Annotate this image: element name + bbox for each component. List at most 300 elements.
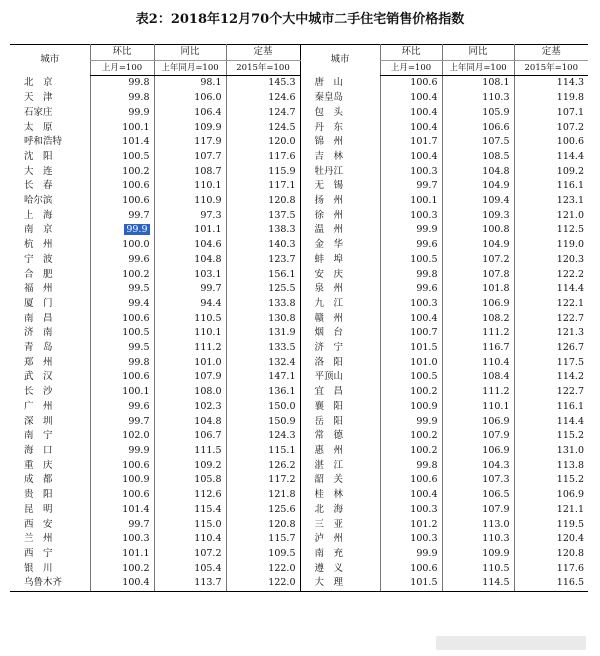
- value-cell: 100.2: [380, 444, 442, 459]
- value-cell: 105.8: [154, 473, 226, 488]
- header-hb-right: 环比: [380, 45, 442, 61]
- value-cell: 133.8: [226, 297, 300, 312]
- table-row: [10, 223, 588, 238]
- value-cell: 113.0: [442, 518, 514, 533]
- city-cell: 海 口: [24, 444, 53, 456]
- city-cell: 大 理: [300, 576, 380, 591]
- value-cell: 113.8: [514, 459, 588, 474]
- table-row: [10, 165, 588, 180]
- value-cell: 114.4: [514, 150, 588, 165]
- value-cell: 106.9: [442, 415, 514, 430]
- table-row: [10, 547, 588, 562]
- value-cell: 107.2: [154, 547, 226, 562]
- city-cell: 乌鲁木齐: [10, 576, 90, 591]
- value-cell: 116.1: [514, 179, 588, 194]
- value-cell: 121.3: [514, 326, 588, 341]
- value-cell: 121.1: [514, 503, 588, 518]
- city-cell: 上 海: [24, 209, 53, 221]
- value-cell: 117.2: [226, 473, 300, 488]
- city-cell: 烟 台: [314, 327, 344, 339]
- value-cell: 100.3: [380, 503, 442, 518]
- value-cell: 115.7: [226, 532, 300, 547]
- value-cell: 117.6: [514, 562, 588, 577]
- value-cell: 124.5: [226, 121, 300, 136]
- value-cell: 107.1: [514, 106, 588, 121]
- value-cell: 102.0: [90, 429, 154, 444]
- header-row-top: [10, 45, 588, 61]
- value-cell: 120.8: [226, 194, 300, 209]
- city-cell: 西 宁: [24, 547, 53, 559]
- value-cell: 147.1: [226, 370, 300, 385]
- city-cell: 福 州: [24, 283, 53, 295]
- value-cell: 116.1: [514, 400, 588, 415]
- value-cell: 100.3: [380, 165, 442, 180]
- city-cell: 包 头: [314, 106, 344, 118]
- value-cell: 100.9: [380, 400, 442, 415]
- table-row: [10, 444, 588, 459]
- value-cell: 138.3: [226, 223, 300, 238]
- value-cell: 117.5: [514, 356, 588, 371]
- value-cell: 103.1: [154, 268, 226, 283]
- value-cell: 106.5: [442, 488, 514, 503]
- table-row: [10, 76, 588, 91]
- table-row: [10, 91, 588, 106]
- value-cell: 117.9: [154, 135, 226, 150]
- value-cell: 100.2: [90, 165, 154, 180]
- city-cell: 宜 昌: [314, 386, 344, 398]
- header-city-right: 城市: [330, 54, 350, 66]
- value-cell: 104.8: [154, 415, 226, 430]
- city-cell: 杭 州: [24, 239, 53, 251]
- value-cell: 110.1: [154, 179, 226, 194]
- city-cell: 桂 林: [314, 489, 344, 501]
- value-cell: 106.4: [154, 106, 226, 121]
- header-tb-sub-left: 上年同月=100: [154, 60, 226, 76]
- city-cell: 合 肥: [24, 268, 53, 280]
- value-cell: 100.5: [90, 326, 154, 341]
- value-cell: 94.4: [154, 297, 226, 312]
- header-hb-sub-left: 上月=100: [90, 60, 154, 76]
- value-cell: 110.9: [154, 194, 226, 209]
- city-cell: 广 州: [24, 400, 53, 412]
- value-cell: 100.4: [380, 488, 442, 503]
- value-cell: 100.3: [90, 532, 154, 547]
- header-tb-left: 同比: [154, 45, 226, 61]
- value-cell: 99.9: [380, 223, 442, 238]
- value-cell: 106.6: [442, 121, 514, 136]
- page-title: 表2：2018年12月70个大中城市二手住宅销售价格指数: [135, 12, 465, 27]
- value-cell: 105.4: [154, 562, 226, 577]
- value-cell: 120.0: [226, 135, 300, 150]
- value-cell: 109.9: [442, 547, 514, 562]
- value-cell: 110.4: [154, 532, 226, 547]
- value-cell: 108.5: [442, 150, 514, 165]
- value-cell: 99.6: [90, 400, 154, 415]
- header-dj-sub-left: 2015年=100: [226, 60, 300, 76]
- value-cell: 156.1: [226, 268, 300, 283]
- value-cell: 119.8: [514, 91, 588, 106]
- value-cell: 100.4: [380, 106, 442, 121]
- city-cell: 惠 州: [314, 444, 344, 456]
- value-cell: 99.8: [90, 356, 154, 371]
- table-row: [10, 356, 588, 371]
- city-cell: 扬 州: [314, 195, 344, 207]
- value-cell: 107.9: [442, 429, 514, 444]
- city-cell: 深 圳: [24, 415, 53, 427]
- value-cell: 104.8: [442, 165, 514, 180]
- city-cell: 银 川: [24, 562, 53, 574]
- value-cell: 109.9: [154, 121, 226, 136]
- city-cell: 遵 义: [314, 562, 344, 574]
- city-cell: 岳 阳: [314, 415, 344, 427]
- value-cell: 130.8: [226, 312, 300, 327]
- value-cell: 108.7: [154, 165, 226, 180]
- city-cell: 赣 州: [314, 312, 344, 324]
- city-cell: 秦皇岛: [314, 92, 344, 104]
- header-tb-sub-right: 上年同月=100: [442, 60, 514, 76]
- value-cell: 99.7: [154, 282, 226, 297]
- value-cell: 117.1: [226, 179, 300, 194]
- value-cell: 121.0: [514, 209, 588, 224]
- value-cell: 110.4: [442, 356, 514, 371]
- city-cell: 昆 明: [24, 503, 53, 515]
- table-row: [10, 282, 588, 297]
- value-cell: 131.9: [226, 326, 300, 341]
- value-cell: 116.7: [442, 341, 514, 356]
- header-hb-sub-right: 上月=100: [380, 60, 442, 76]
- table-row: [10, 253, 588, 268]
- city-cell: 锦 州: [314, 136, 344, 148]
- value-cell: 104.6: [154, 238, 226, 253]
- table-row: [10, 488, 588, 503]
- value-cell: 99.5: [90, 282, 154, 297]
- value-cell: 136.1: [226, 385, 300, 400]
- value-cell: 114.4: [514, 282, 588, 297]
- value-cell: 100.2: [380, 385, 442, 400]
- city-cell: 泸 州: [314, 533, 344, 545]
- value-cell: 100.4: [380, 150, 442, 165]
- value-cell: 124.7: [226, 106, 300, 121]
- city-cell: 长 春: [24, 180, 53, 192]
- value-cell: 108.2: [442, 312, 514, 327]
- city-cell: 南 京: [24, 224, 53, 236]
- city-cell: 襄 阳: [314, 400, 344, 412]
- header-dj-left: 定基: [226, 45, 300, 61]
- value-cell: 137.5: [226, 209, 300, 224]
- value-cell: 131.0: [514, 444, 588, 459]
- city-cell: 牡丹江: [314, 165, 344, 177]
- table-row: [10, 268, 588, 283]
- value-cell: 100.6: [90, 312, 154, 327]
- value-cell: 101.0: [154, 356, 226, 371]
- value-cell: 116.5: [514, 576, 588, 591]
- table-row: [10, 429, 588, 444]
- value-cell: 117.6: [226, 150, 300, 165]
- table-row: [10, 415, 588, 430]
- value-cell: 101.1: [90, 547, 154, 562]
- value-cell: 100.9: [90, 473, 154, 488]
- value-cell: 133.5: [226, 341, 300, 356]
- value-cell: 99.8: [90, 76, 154, 91]
- value-cell: 100.6: [90, 179, 154, 194]
- value-cell: 113.7: [154, 576, 226, 591]
- table-row: [10, 297, 588, 312]
- city-cell: 青 岛: [24, 342, 53, 354]
- value-cell: 99.8: [90, 91, 154, 106]
- value-cell: 97.3: [154, 209, 226, 224]
- table-row: [10, 135, 588, 150]
- value-cell: 122.7: [514, 312, 588, 327]
- value-cell: 99.6: [90, 253, 154, 268]
- value-cell: 99.7: [90, 518, 154, 533]
- value-cell: 110.1: [154, 326, 226, 341]
- city-cell: 济 南: [24, 327, 53, 339]
- city-cell: 宁 波: [24, 253, 53, 265]
- city-cell: 泉 州: [314, 283, 344, 295]
- city-cell: 兰 州: [24, 533, 53, 545]
- city-cell: 沈 阳: [24, 150, 53, 162]
- value-cell: 109.5: [226, 547, 300, 562]
- header-city-left: 城市: [40, 54, 60, 66]
- city-cell: 三 亚: [314, 518, 344, 530]
- value-cell: 106.7: [154, 429, 226, 444]
- header-dj-sub-right: 2015年=100: [514, 60, 588, 76]
- value-cell: 122.0: [226, 562, 300, 577]
- value-cell: 100.4: [380, 312, 442, 327]
- value-cell: 120.3: [514, 253, 588, 268]
- value-cell: 115.1: [226, 444, 300, 459]
- value-cell: 100.1: [380, 194, 442, 209]
- value-cell: 100.4: [380, 121, 442, 136]
- value-cell: 124.6: [226, 91, 300, 106]
- value-cell: 100.6: [90, 488, 154, 503]
- value-cell: 112.6: [154, 488, 226, 503]
- table-row: [10, 312, 588, 327]
- table-row: [10, 459, 588, 474]
- table-row: [10, 562, 588, 577]
- value-cell: 106.9: [442, 444, 514, 459]
- value-cell: 122.2: [514, 268, 588, 283]
- value-cell: 100.4: [380, 91, 442, 106]
- value-cell: 125.6: [226, 503, 300, 518]
- value-cell: 123.1: [514, 194, 588, 209]
- city-cell: 济 宁: [314, 342, 344, 354]
- value-cell: 100.0: [90, 238, 154, 253]
- value-cell: 140.3: [226, 238, 300, 253]
- city-cell: 北 京: [24, 77, 53, 89]
- table-row: [10, 532, 588, 547]
- value-cell: 109.3: [442, 209, 514, 224]
- value-cell: 123.7: [226, 253, 300, 268]
- city-cell: 常 德: [314, 430, 344, 442]
- value-cell: 106.0: [154, 91, 226, 106]
- value-cell: 100.3: [380, 209, 442, 224]
- value-cell: 99.9: [380, 415, 442, 430]
- value-cell: 100.2: [90, 562, 154, 577]
- value-cell: 100.5: [90, 150, 154, 165]
- value-cell: 104.8: [154, 253, 226, 268]
- value-cell: 100.8: [442, 223, 514, 238]
- value-cell: 106.9: [442, 297, 514, 312]
- value-cell: 101.5: [380, 341, 442, 356]
- value-cell: 111.5: [154, 444, 226, 459]
- value-cell: 115.9: [226, 165, 300, 180]
- city-cell: 湛 江: [314, 459, 344, 471]
- value-cell: 100.2: [90, 268, 154, 283]
- value-cell: 100.1: [90, 121, 154, 136]
- city-cell: 呼和浩特: [24, 136, 63, 148]
- value-cell: 126.7: [514, 341, 588, 356]
- value-cell: 119.0: [514, 238, 588, 253]
- header-dj-right: 定基: [514, 45, 588, 61]
- value-cell: 99.8: [380, 268, 442, 283]
- table-row: [10, 341, 588, 356]
- value-cell: 110.5: [154, 312, 226, 327]
- value-cell: 132.4: [226, 356, 300, 371]
- city-cell: 金 华: [314, 239, 344, 251]
- value-cell: 122.1: [514, 297, 588, 312]
- city-cell: 哈尔滨: [24, 195, 53, 207]
- value-cell: 120.4: [514, 532, 588, 547]
- city-cell: 长 沙: [24, 386, 53, 398]
- value-cell: 107.8: [442, 268, 514, 283]
- value-cell: 120.8: [226, 518, 300, 533]
- value-cell: 109.2: [154, 459, 226, 474]
- value-cell: 114.2: [514, 370, 588, 385]
- city-cell: 天 津: [24, 92, 53, 104]
- value-cell: 105.9: [442, 106, 514, 121]
- value-cell: 101.8: [442, 282, 514, 297]
- value-cell: 115.2: [514, 429, 588, 444]
- city-cell: 温 州: [314, 224, 344, 236]
- value-cell: 111.2: [442, 326, 514, 341]
- city-cell: 唐 山: [314, 77, 344, 89]
- table-row: [10, 326, 588, 341]
- city-cell: 大 连: [24, 165, 53, 177]
- value-cell: 101.1: [154, 223, 226, 238]
- value-cell: 100.3: [380, 532, 442, 547]
- value-cell: 124.3: [226, 429, 300, 444]
- table-row: [10, 209, 588, 224]
- value-cell: 99.6: [380, 282, 442, 297]
- value-cell: 104.9: [442, 179, 514, 194]
- value-cell: 150.0: [226, 400, 300, 415]
- value-cell: 100.6: [90, 370, 154, 385]
- table-row: [10, 400, 588, 415]
- city-cell: 徐 州: [314, 209, 344, 221]
- value-cell: 115.4: [154, 503, 226, 518]
- value-cell: 150.9: [226, 415, 300, 430]
- value-cell: 99.9: [90, 444, 154, 459]
- value-cell: 107.3: [442, 473, 514, 488]
- value-cell: 101.4: [90, 135, 154, 150]
- table-row: [10, 576, 588, 591]
- value-cell: 119.5: [514, 518, 588, 533]
- value-cell: 100.4: [90, 576, 154, 591]
- city-cell: 南 宁: [24, 430, 53, 442]
- value-cell: 107.7: [154, 150, 226, 165]
- city-cell: 北 海: [314, 503, 344, 515]
- city-cell: 厦 门: [24, 297, 53, 309]
- value-cell: 110.3: [442, 532, 514, 547]
- table-row: [10, 503, 588, 518]
- value-cell: 109.4: [442, 194, 514, 209]
- value-cell: 114.4: [514, 415, 588, 430]
- value-cell: 125.5: [226, 282, 300, 297]
- value-cell: 100.5: [380, 370, 442, 385]
- city-cell: 吉 林: [314, 150, 344, 162]
- city-cell: 南 充: [314, 547, 344, 559]
- value-cell: 115.0: [154, 518, 226, 533]
- value-cell: 99.9: [380, 547, 442, 562]
- value-cell: 111.2: [154, 341, 226, 356]
- value-cell: 102.3: [154, 400, 226, 415]
- value-cell: 104.3: [442, 459, 514, 474]
- value-cell: 101.4: [90, 503, 154, 518]
- city-cell: 贵 阳: [24, 489, 53, 501]
- watermark: [436, 636, 586, 650]
- table-row: [10, 518, 588, 533]
- value-cell: 107.9: [442, 503, 514, 518]
- value-cell: 99.7: [90, 209, 154, 224]
- price-index-table: [10, 44, 588, 592]
- table-row: [10, 238, 588, 253]
- city-cell: 丹 东: [314, 121, 344, 133]
- value-cell: 112.5: [514, 223, 588, 238]
- table-row: [10, 121, 588, 136]
- value-cell: 99.8: [380, 459, 442, 474]
- city-cell: 重 庆: [24, 459, 53, 471]
- value-cell: 99.9: [90, 106, 154, 121]
- value-cell: 114.5: [442, 576, 514, 591]
- value-cell: 122.0: [226, 576, 300, 591]
- value-cell: 120.8: [514, 547, 588, 562]
- header-row-sub: [10, 60, 588, 76]
- value-cell: 115.2: [514, 473, 588, 488]
- value-cell: 100.6: [380, 562, 442, 577]
- value-cell: 101.5: [380, 576, 442, 591]
- table-row: [10, 179, 588, 194]
- value-cell: 100.6: [90, 194, 154, 209]
- city-cell: 石家庄: [24, 106, 53, 118]
- value-cell: 99.5: [90, 341, 154, 356]
- selected-value: 99.9: [126, 224, 148, 236]
- city-cell: 洛 阳: [314, 356, 344, 368]
- value-cell: 126.2: [226, 459, 300, 474]
- value-cell: 107.2: [514, 121, 588, 136]
- value-cell: 110.5: [442, 562, 514, 577]
- city-cell: 九 江: [314, 297, 344, 309]
- value-cell: 107.5: [442, 135, 514, 150]
- header-hb-left: 环比: [90, 45, 154, 61]
- value-cell: 101.7: [380, 135, 442, 150]
- value-cell: 101.2: [380, 518, 442, 533]
- value-cell: [90, 223, 154, 238]
- value-cell: 107.9: [154, 370, 226, 385]
- value-cell: 121.8: [226, 488, 300, 503]
- city-cell: 西 安: [24, 518, 53, 530]
- city-cell: 平顶山: [314, 371, 344, 383]
- city-cell: 武 汉: [24, 371, 53, 383]
- value-cell: 110.3: [442, 91, 514, 106]
- city-cell: 无 锡: [314, 180, 344, 192]
- value-cell: 99.7: [380, 179, 442, 194]
- value-cell: 100.6: [380, 473, 442, 488]
- value-cell: 98.1: [154, 76, 226, 91]
- value-cell: 100.7: [380, 326, 442, 341]
- value-cell: 106.9: [514, 488, 588, 503]
- value-cell: 99.7: [90, 415, 154, 430]
